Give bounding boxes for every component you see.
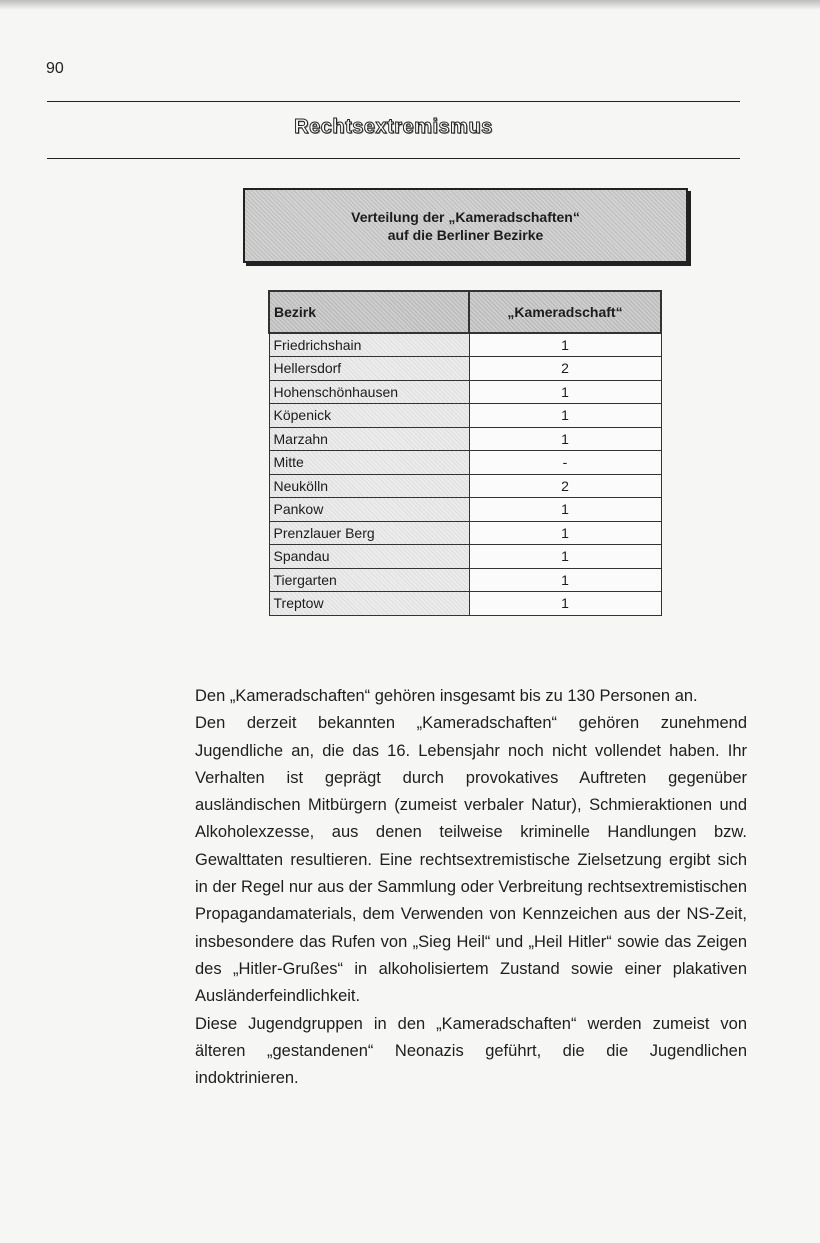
kameradschaft-count-cell: 1 bbox=[469, 545, 661, 569]
kameradschaft-count-cell: 1 bbox=[469, 380, 661, 404]
header-rule-top bbox=[47, 101, 740, 102]
district-name-cell: Hellersdorf bbox=[269, 357, 469, 381]
district-name-cell: Neukölln bbox=[269, 474, 469, 498]
kameradschaft-count-cell: 1 bbox=[469, 592, 661, 616]
table-row bbox=[269, 404, 661, 428]
paragraph-2: Den derzeit bekannten „Kameradschaften“ gehören zunehmend Jugendliche an, die das 16. Lebensjahr noch nicht vollendet haben. Ihr Verhalten ist geprägt durch provokatives Auftreten gegenüber ausländischen Mitbürgern (zumeist verbaler Natur), Schmieraktionen und Alkoholexzesse, aus denen teilweise kriminelle Handlungen bzw. Gewalttaten resultieren. Eine rechtsextremistische Zielsetzung ergibt sich in der Regel nur aus der Sammlung oder Verbreitung rechtsextremistischen Propagandamaterials, dem Verwenden von Kennzeichen aus der NS-Zeit, insbesondere das Rufen von „Sieg Heil“ und „Heil Hitler“ sowie das Zeigen des „Hitler-Grußes“ in alkoholisiertem Zustand sowie einer plakativen Ausländerfeindlichkeit. bbox=[195, 714, 747, 1006]
kameradschaft-count-cell: 1 bbox=[469, 521, 661, 545]
kameradschaft-count-cell: 1 bbox=[469, 568, 661, 592]
district-name-cell: Tiergarten bbox=[269, 568, 469, 592]
paragraph-1: Den „Kameradschaften“ gehören insgesamt bis zu 130 Personen an. bbox=[195, 687, 698, 705]
table-row bbox=[269, 521, 661, 545]
kameradschaft-count-cell: 1 bbox=[469, 333, 661, 357]
table-row bbox=[269, 427, 661, 451]
district-name-cell: Friedrichshain bbox=[269, 333, 469, 357]
kameradschaft-count-cell: 2 bbox=[469, 474, 661, 498]
table-header-row bbox=[269, 291, 661, 333]
district-name-cell: Hohenschönhausen bbox=[269, 380, 469, 404]
district-table bbox=[268, 290, 662, 616]
district-name-cell: Marzahn bbox=[269, 427, 469, 451]
district-name-cell: Pankow bbox=[269, 498, 469, 522]
table-row bbox=[269, 333, 661, 357]
kameradschaft-count-cell: - bbox=[469, 451, 661, 475]
table-row bbox=[269, 592, 661, 616]
page-number: 90 bbox=[46, 60, 64, 77]
column-header-count: „Kameradschaft“ bbox=[469, 291, 661, 333]
kameradschaft-count-cell: 2 bbox=[469, 357, 661, 381]
table-row bbox=[269, 568, 661, 592]
table-row bbox=[269, 498, 661, 522]
district-name-cell: Treptow bbox=[269, 592, 469, 616]
kameradschaft-count-cell: 1 bbox=[469, 498, 661, 522]
table-row bbox=[269, 451, 661, 475]
scan-edge-shadow bbox=[0, 0, 820, 10]
table-caption-box bbox=[243, 188, 688, 263]
table-row bbox=[269, 357, 661, 381]
district-name-cell: Köpenick bbox=[269, 404, 469, 428]
kameradschaft-count-cell: 1 bbox=[469, 404, 661, 428]
table-row bbox=[269, 380, 661, 404]
column-header-district: Bezirk bbox=[269, 291, 469, 333]
section-title: Rechtsextremismus bbox=[294, 116, 493, 138]
table-row bbox=[269, 474, 661, 498]
district-name-cell: Spandau bbox=[269, 545, 469, 569]
paragraph-3: Diese Jugendgruppen in den „Kameradschaften“ werden zumeist von älteren „gestandenen“ Neonazis geführt, die die Jugendlichen indoktrinieren. bbox=[195, 1014, 747, 1088]
district-name-cell: Mitte bbox=[269, 451, 469, 475]
table-row bbox=[269, 545, 661, 569]
district-name-cell: Prenzlauer Berg bbox=[269, 521, 469, 545]
table-caption-line1: Verteilung der „Kameradschaften“ bbox=[351, 208, 580, 225]
header-rule-bottom bbox=[47, 158, 740, 159]
body-text bbox=[195, 683, 747, 1092]
table-caption-line2: auf die Berliner Bezirke bbox=[387, 226, 544, 243]
kameradschaft-count-cell: 1 bbox=[469, 427, 661, 451]
